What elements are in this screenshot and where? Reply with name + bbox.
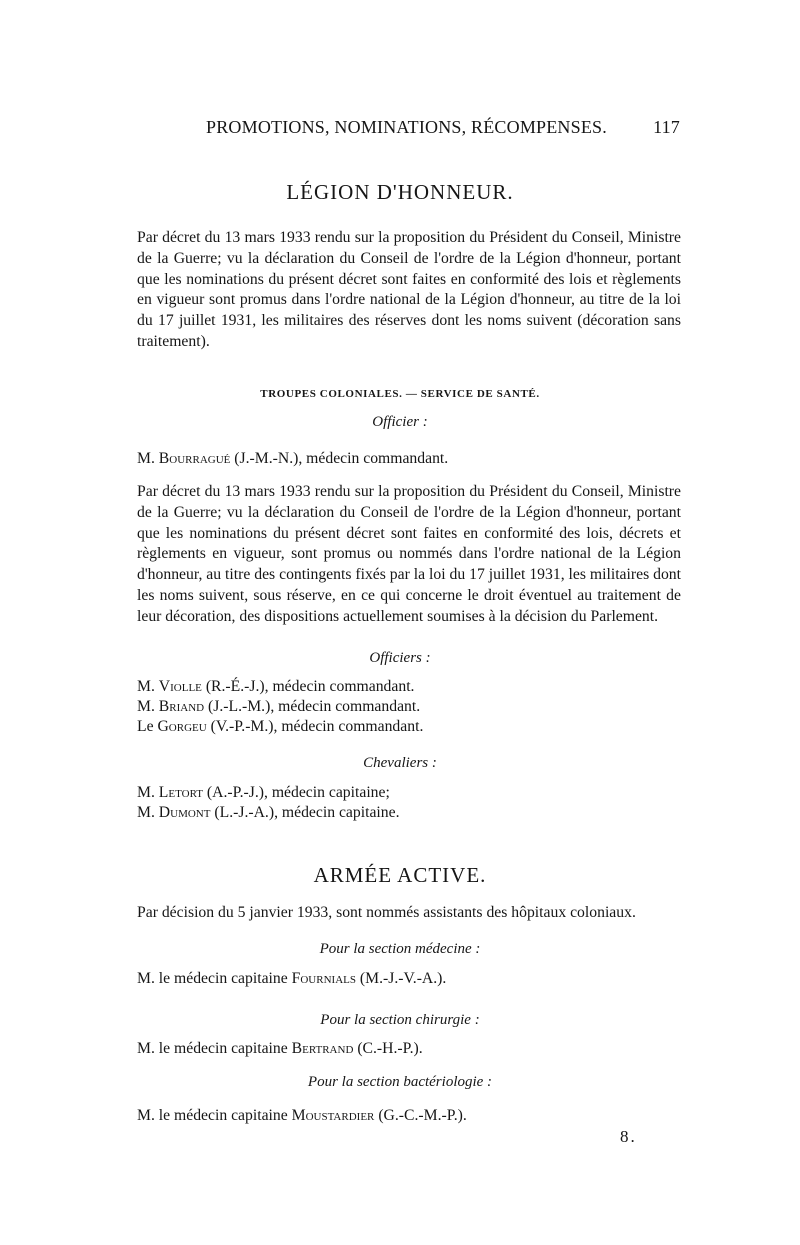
entry-rest: (M.-J.-V.-A.). [359,970,447,987]
running-header-title: PROMOTIONS, NOMINATIONS, RÉCOMPENSES. [206,117,607,137]
chevaliers-caption: Chevaliers : [363,755,437,771]
section-entry [137,1039,681,1059]
entry-name: Dumont [158,804,211,821]
officiers-entry [137,697,681,717]
entry-rest: (J.-M.-N.), médecin commandant. [234,450,449,467]
armee-decision: Par décision du 5 janvier 1933, sont nommés assistants des hôpitaux coloniaux. [137,904,636,921]
running-header [206,117,680,139]
entry-rest: (V.-P.-M.), médecin commandant. [210,718,424,735]
entry-name: Moustardier [291,1107,375,1124]
entry-name: Bertrand [291,1040,354,1057]
chevaliers-entry [137,783,681,803]
entry-prefix: M. [137,784,155,801]
armee-heading: ARMÉE ACTIVE. [313,863,487,887]
officiers-entry [137,677,681,697]
legion-intro-paragraph: Par décret du 13 mars 1933 rendu sur la proposition du Président du Conseil, Ministre de la Guerre; vu la déclaration du Conseil de l'ordre de la Légion d'honneur, portant que les nominations du présent décret sont faites en conformité des lois et règlements en vigueur sont promus dans l'ordre national de la Légion d'honneur, au titre de la loi du 17 juillet 1931, les militaires des réserves dont les noms suivent (décoration sans traitement). [137,229,681,350]
entry-rest: (A.-P.-J.), médecin capitaine; [206,784,390,801]
entry-rest: (R.-É.-J.), médecin commandant. [205,678,415,695]
entry-rest: (L.-J.-A.), médecin capitaine. [214,804,400,821]
section-caption: Pour la section médecine : [319,941,481,957]
entry-name: Briand [158,698,205,715]
officier-entry [137,449,681,469]
entry-prefix: M. le médecin capitaine [137,970,288,987]
entry-name: Letort [158,784,203,801]
entry-rest: (G.-C.-M.-P.). [378,1107,467,1124]
legion-subheading: TROUPES COLONIALES. — SERVICE DE SANTÉ. [260,388,540,400]
entry-name: Fournials [291,970,356,987]
entry-prefix: M. [137,804,155,821]
entry-prefix: M. [137,450,155,467]
entry-prefix: M. le médecin capitaine [137,1040,288,1057]
entry-rest: (C.-H.-P.). [357,1040,423,1057]
entry-name: Gorgeu [157,718,207,735]
section-caption: Pour la section chirurgie : [320,1012,480,1028]
entry-rest: (J.-L.-M.), médecin commandant. [208,698,421,715]
section-entry [137,1106,681,1126]
signature-mark: 8. [620,1127,637,1146]
legion-heading: LÉGION D'HONNEUR. [286,180,514,204]
officiers-caption: Officiers : [369,650,431,666]
officier-caption: Officier : [372,414,428,430]
entry-name: Violle [158,678,202,695]
entry-name: Bourragué [158,450,231,467]
entry-prefix: M. [137,698,155,715]
section-entry [137,969,681,989]
entry-prefix: M. [137,678,155,695]
entry-prefix: Le [137,718,154,735]
entry-prefix: M. le médecin capitaine [137,1107,288,1124]
chevaliers-entry [137,803,681,823]
section-caption: Pour la section bactériologie : [307,1074,493,1090]
second-decree-paragraph: Par décret du 13 mars 1933 rendu sur la proposition du Président du Conseil, Ministre de la Guerre; vu la déclaration du Conseil de l'ordre de la Légion d'honneur, portant que les nominations du présent décret sont faites en conformité des lois, décrets et règlements en vigueur, sont promus ou nommés dans l'ordre national de la Légion d'honneur, au titre des contingents fixés par la loi du 17 juillet 1931, les militaires dont les noms suivent, sous réserve, en ce qui concerne le droit éventuel au traitement de leur décoration, des dispositions actuellement soumises à la décision du Parlement. [137,483,681,625]
officiers-entry [137,717,681,737]
page-number: 117 [653,117,680,137]
